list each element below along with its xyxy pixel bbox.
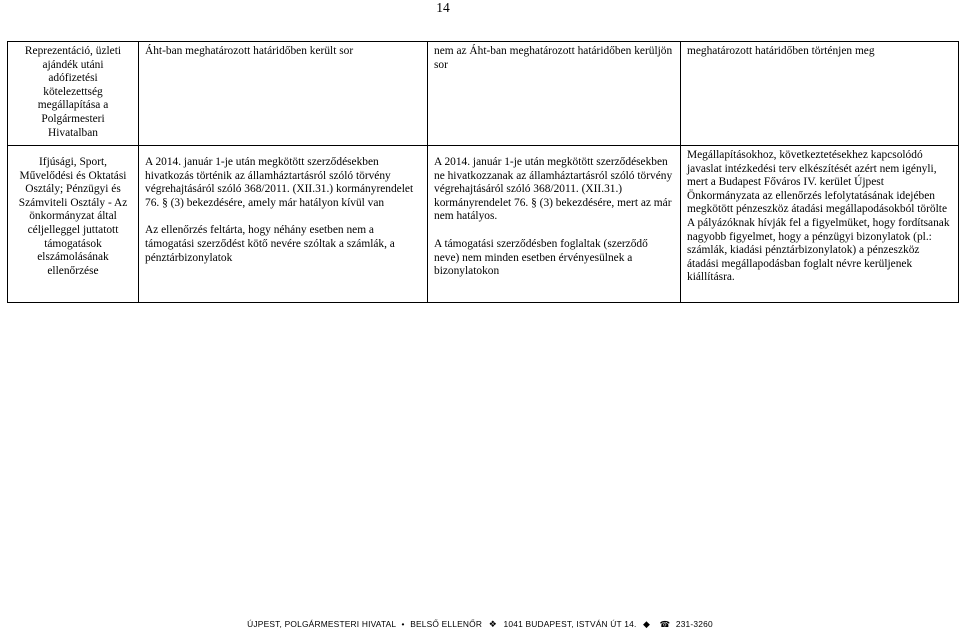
audit-subject-cell xyxy=(8,42,139,146)
footer-role: BELSŐ ELLENŐR xyxy=(410,619,483,629)
page-number: 14 xyxy=(436,0,450,15)
text-line: önkormányzat által xyxy=(29,210,117,223)
recommendation-cell xyxy=(428,146,681,303)
action-cell xyxy=(681,42,959,146)
recommendation-cell xyxy=(428,42,681,146)
text-line: Művelődési és Oktatási xyxy=(19,169,127,182)
text-line: ajándék utáni xyxy=(42,58,104,71)
finding-text: Az ellenőrzés feltárta, hogy néhány esetben nem a támogatási szerződést kötő nevére szóltak a számlák, a pénztárbizonylatok xyxy=(145,224,395,264)
phone-icon: ☎ xyxy=(659,619,671,629)
finding-text: A 2014. január 1-je után megkötött szerződésekben hivatkozás történik az államháztartásról szóló törvény végrehajtásáról szóló 368/2011. (XII.31.) kormányrendelet 76. § (3) bekezdésére, amely már hatályon kívül van xyxy=(145,156,414,209)
footer-address: 1041 BUDAPEST, ISTVÁN ÚT 14. xyxy=(503,619,637,629)
text-line: céljelleggel juttatott xyxy=(27,223,119,236)
audit-subject-cell xyxy=(8,146,139,303)
findings-table xyxy=(7,41,959,303)
finding-text: Áht-ban meghatározott határidőben került sor xyxy=(145,45,354,57)
recommendation-text: A 2014. január 1-je után megkötött szerződésekben ne hivatkozzanak az államháztartásról szóló törvény végrehajtásáról szóló 368/2011. (XII.31.) kormányrendelet 76. § (3) bekezdésére, mert az már nem hatályos. xyxy=(434,156,673,223)
text-line: Polgármesteri xyxy=(41,112,105,125)
action-text: A pályázóknak hívják fel a figyelmüket, hogy fordítsanak nagyobb figyelmet, hogy a pénzügyi bizonylatok (pl.: számlák, kiadási pénztárbizonylatok) a pénzeszköz átadási megállapodásban foglalt névre kerüljenek kiállításra. xyxy=(687,216,950,284)
text-line: Ifjúsági, Sport, xyxy=(38,156,108,168)
table-row xyxy=(8,146,959,303)
action-text: Megállapításokhoz, következtetésekhez kapcsolódó javaslat intézkedési terv elkészítését azért nem igényli, mert a Budapest Főváros IV. kerület Újpest Önkormányzata az ellenőrzés lefolytatásának idejében megkötött pénzeszköz átadási megállapodásokból törölte xyxy=(687,149,948,216)
action-text: meghatározott határidőben történjen meg xyxy=(687,45,875,57)
footer-phone: 231-3260 xyxy=(675,619,713,629)
diamond-icon: ❖ xyxy=(488,619,497,629)
text-line: Hivatalban xyxy=(48,126,98,139)
footer-office: ÚJPEST, POLGÁRMESTERI HIVATAL xyxy=(247,619,396,629)
action-cell xyxy=(681,146,959,303)
text-line: kötelezettség xyxy=(43,85,103,98)
text-line: Osztály; Pénzügyi és xyxy=(25,183,121,196)
recommendation-text: nem az Áht-ban meghatározott határidőben kerüljön sor xyxy=(434,45,673,71)
text-line: elszámolásának xyxy=(37,251,109,264)
recommendation-text: A támogatási szerződésben foglaltak (szerződő neve) nem minden esetben érvényesülnek a bizonylatokon xyxy=(434,237,648,278)
bullet-icon: • xyxy=(401,619,405,629)
finding-cell xyxy=(139,42,428,146)
text-line: Reprezentáció, üzleti xyxy=(24,45,122,57)
text-line: támogatások xyxy=(44,237,102,250)
text-line: ellenőrzése xyxy=(47,264,99,277)
page-footer xyxy=(0,619,960,630)
text-line: megállapítása a xyxy=(37,99,109,112)
table-row xyxy=(8,42,959,146)
finding-cell xyxy=(139,146,428,303)
text-line: adófizetési xyxy=(48,72,98,85)
diamond-icon: ◆ xyxy=(643,619,651,629)
text-line: Számviteli Osztály - Az xyxy=(18,196,128,209)
